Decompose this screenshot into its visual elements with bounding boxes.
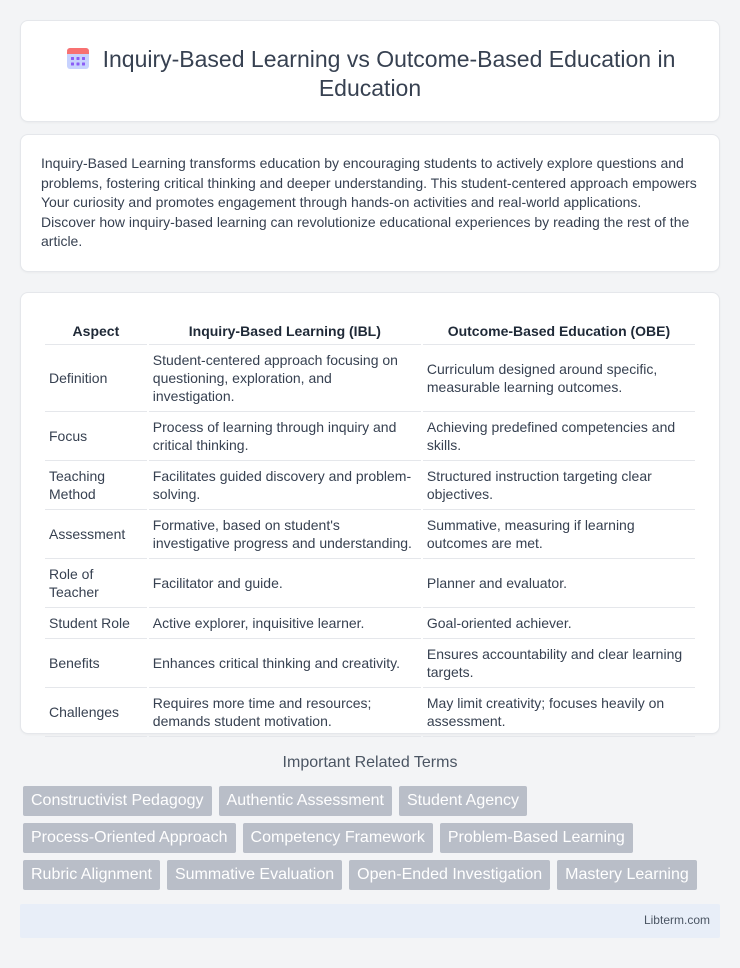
cell-ibl: Process of learning through inquiry and critical thinking. [149, 412, 421, 461]
related-terms-heading: Important Related Terms [282, 754, 458, 771]
cell-ibl: Student-centered approach focusing on questioning, exploration, and investigation. [149, 345, 421, 412]
cell-aspect: Challenges [45, 688, 147, 737]
related-term-tag[interactable]: Student Agency [399, 786, 527, 816]
intro-card [20, 134, 720, 272]
cell-ibl: Requires more time and resources; demands student motivation. [149, 688, 421, 737]
related-term-tag[interactable]: Authentic Assessment [219, 786, 392, 816]
cell-aspect: Teaching Method [45, 461, 147, 510]
related-term-tag[interactable]: Problem-Based Learning [440, 823, 633, 853]
related-term-tag[interactable]: Summative Evaluation [167, 860, 342, 890]
comparison-table [43, 315, 697, 737]
related-term-tag[interactable]: Rubric Alignment [23, 860, 160, 890]
cell-ibl: Formative, based on student's investigative progress and understanding. [149, 510, 421, 559]
header-obe: Outcome-Based Education (OBE) [423, 315, 695, 345]
table-row [45, 345, 695, 412]
page-title: Inquiry-Based Learning vs Outcome-Based Education in Education [102, 46, 676, 101]
cell-ibl: Facilitates guided discovery and problem-solving. [149, 461, 421, 510]
related-term-tag[interactable]: Open-Ended Investigation [349, 860, 550, 890]
footer-brand[interactable]: Libterm.com [643, 913, 710, 927]
cell-ibl: Enhances critical thinking and creativity. [149, 639, 421, 688]
related-term-tag[interactable]: Mastery Learning [557, 860, 697, 890]
cell-obe: May limit creativity; focuses heavily on assessment. [423, 688, 695, 737]
cell-obe: Achieving predefined competencies and skills. [423, 412, 695, 461]
related-terms-list [23, 786, 723, 890]
header-aspect: Aspect [45, 315, 147, 345]
cell-obe: Curriculum designed around specific, measurable learning outcomes. [423, 345, 695, 412]
cell-ibl: Active explorer, inquisitive learner. [149, 608, 421, 639]
related-term-tag[interactable]: Process-Oriented Approach [23, 823, 236, 853]
table-row [45, 639, 695, 688]
intro-paragraph: Inquiry-Based Learning transforms education by encouraging students to actively explore questions and problems, fostering critical thinking and deeper understanding. This student-centered approach empowers Your curiosity and promotes engagement through hands-on activities and real-world applications. Discover how inquiry-based learning can revolutionize educational experiences by reading the rest of the article. [41, 155, 697, 250]
table-row [45, 412, 695, 461]
footer [20, 904, 720, 938]
related-term-tag[interactable]: Competency Framework [243, 823, 433, 853]
table-row [45, 688, 695, 737]
table-row [45, 559, 695, 608]
cell-obe: Structured instruction targeting clear objectives. [423, 461, 695, 510]
cell-aspect: Student Role [45, 608, 147, 639]
cell-obe: Goal-oriented achiever. [423, 608, 695, 639]
table-row [45, 510, 695, 559]
header-ibl: Inquiry-Based Learning (IBL) [149, 315, 421, 345]
title-card [20, 20, 720, 122]
cell-ibl: Facilitator and guide. [149, 559, 421, 608]
cell-obe: Summative, measuring if learning outcomes are met. [423, 510, 695, 559]
table-row [45, 461, 695, 510]
cell-aspect: Benefits [45, 639, 147, 688]
cell-aspect: Focus [45, 412, 147, 461]
table-row [45, 608, 695, 639]
cell-aspect: Assessment [45, 510, 147, 559]
calendar-icon [65, 45, 91, 71]
cell-obe: Ensures accountability and clear learning targets. [423, 639, 695, 688]
cell-aspect: Definition [45, 345, 147, 412]
table-header-row [45, 315, 695, 345]
related-term-tag[interactable]: Constructivist Pedagogy [23, 786, 212, 816]
page-title-wrap [21, 45, 719, 103]
cell-aspect: Role of Teacher [45, 559, 147, 608]
comparison-card [20, 292, 720, 734]
cell-obe: Planner and evaluator. [423, 559, 695, 608]
